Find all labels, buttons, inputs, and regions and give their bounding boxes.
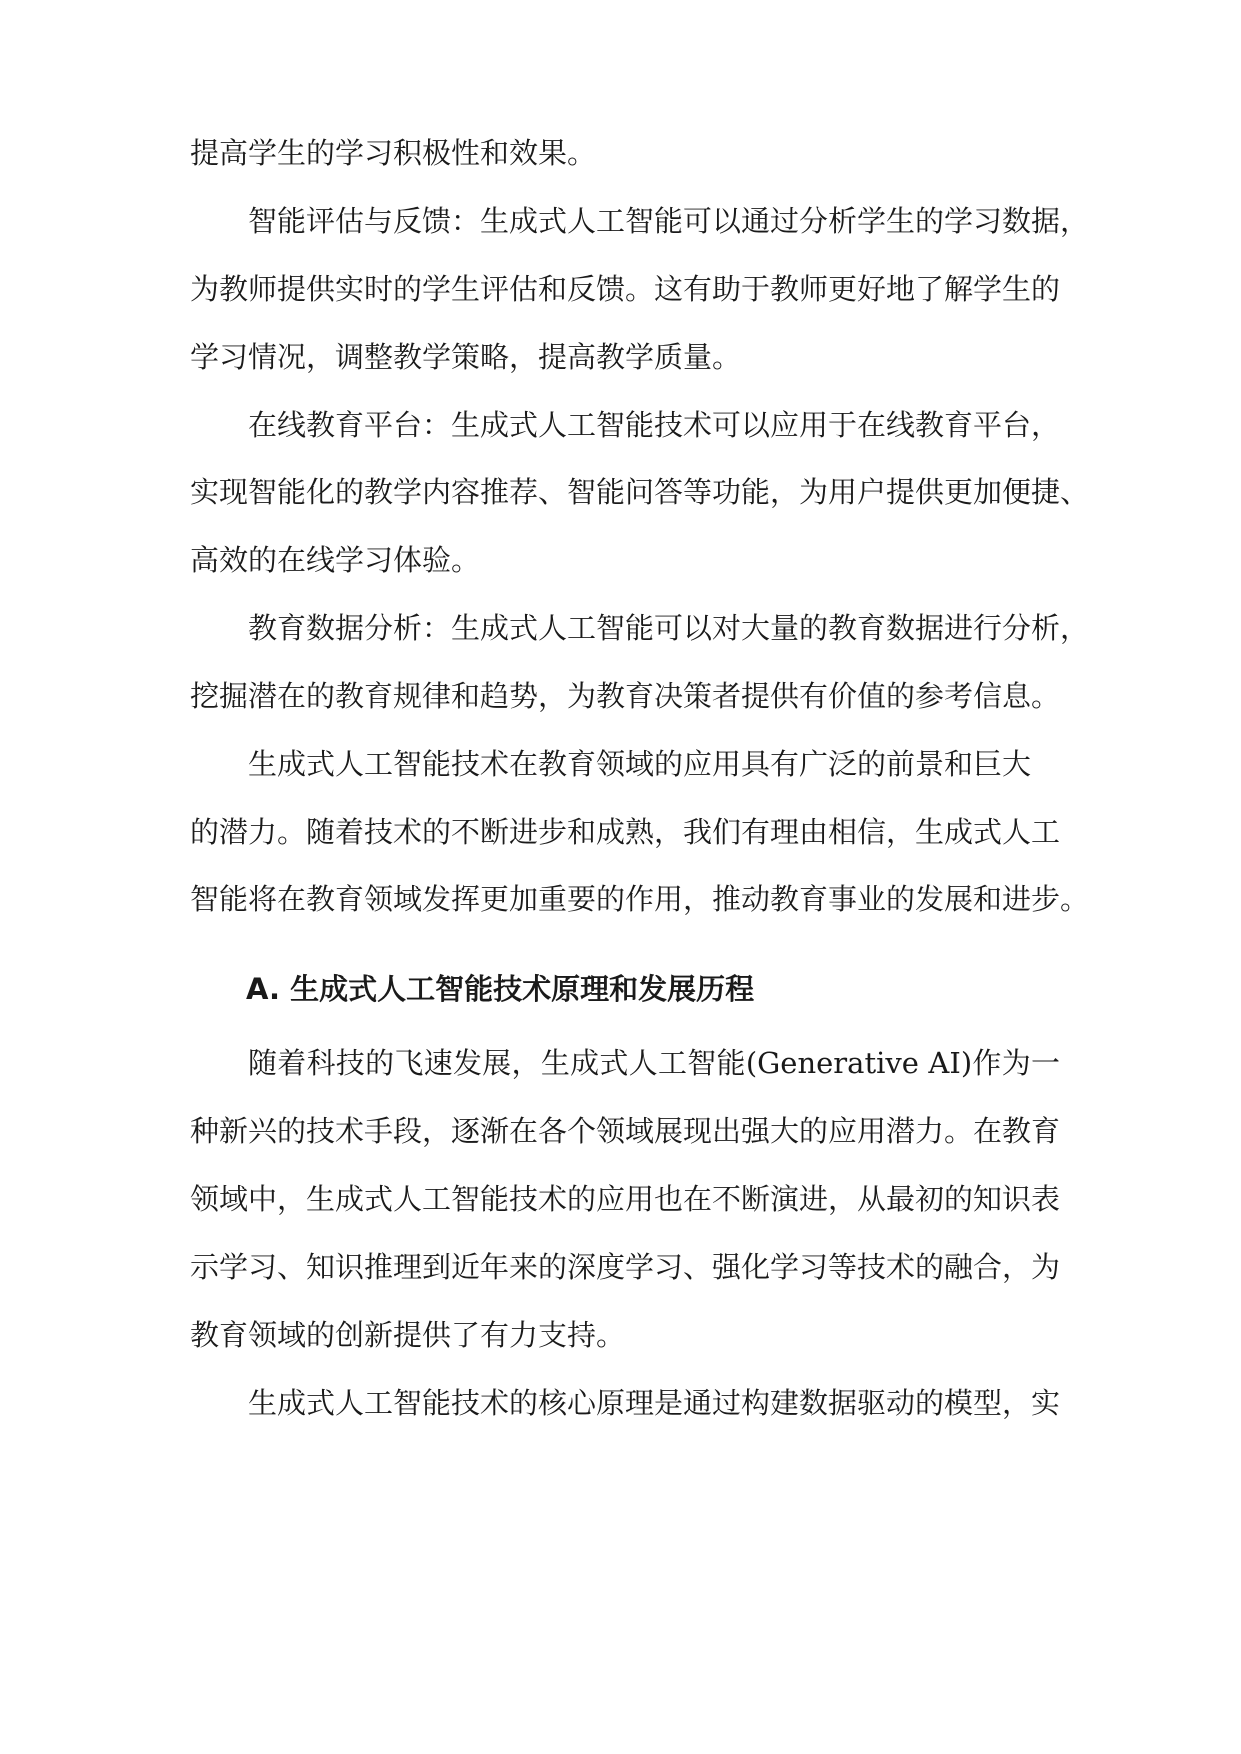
paragraph-line: 高效的在线学习体验。: [190, 543, 481, 577]
paragraph-line: 示学习、知识推理到近年来的深度学习、强化学习等技术的融合，为: [190, 1250, 1061, 1284]
paragraph-line: 随着科技的飞速发展，生成式人工智能(Generative AI)作为一: [248, 1046, 1060, 1080]
paragraph-line: 在线教育平台：生成式人工智能技术可以应用于在线教育平台，: [248, 408, 1061, 442]
paragraph-line: 领域中，生成式人工智能技术的应用也在不断演进，从最初的知识表: [190, 1182, 1061, 1216]
paragraph-line: 实现智能化的教学内容推荐、智能问答等功能，为用户提供更加便捷、: [190, 475, 1090, 509]
section-heading: A. 生成式人工智能技术原理和发展历程: [246, 972, 755, 1006]
paragraph-line: 为教师提供实时的学生评估和反馈。这有助于教师更好地了解学生的: [190, 272, 1061, 306]
paragraph-line: 智能评估与反馈：生成式人工智能可以通过分析学生的学习数据，: [248, 204, 1090, 238]
paragraph-line: 生成式人工智能技术的核心原理是通过构建数据驱动的模型，实: [248, 1386, 1061, 1420]
paragraph-line: 挖掘潜在的教育规律和趋势，为教育决策者提供有价值的参考信息。: [190, 679, 1061, 713]
paragraph-line: 教育数据分析：生成式人工智能可以对大量的教育数据进行分析，: [248, 611, 1090, 645]
paragraph-line: 提高学生的学习积极性和效果。: [190, 136, 597, 170]
paragraph-line: 种新兴的技术手段，逐渐在各个领域展现出强大的应用潜力。在教育: [190, 1114, 1061, 1148]
paragraph-line: 生成式人工智能技术在教育领域的应用具有广泛的前景和巨大: [248, 747, 1032, 781]
paragraph-line: 智能将在教育领域发挥更加重要的作用，推动教育事业的发展和进步。: [190, 882, 1090, 916]
paragraph-line: 教育领域的创新提供了有力支持。: [190, 1318, 626, 1352]
paragraph-line: 学习情况，调整教学策略，提高教学质量。: [190, 340, 742, 374]
paragraph-line: 的潜力。随着技术的不断进步和成熟，我们有理由相信，生成式人工: [190, 815, 1061, 849]
